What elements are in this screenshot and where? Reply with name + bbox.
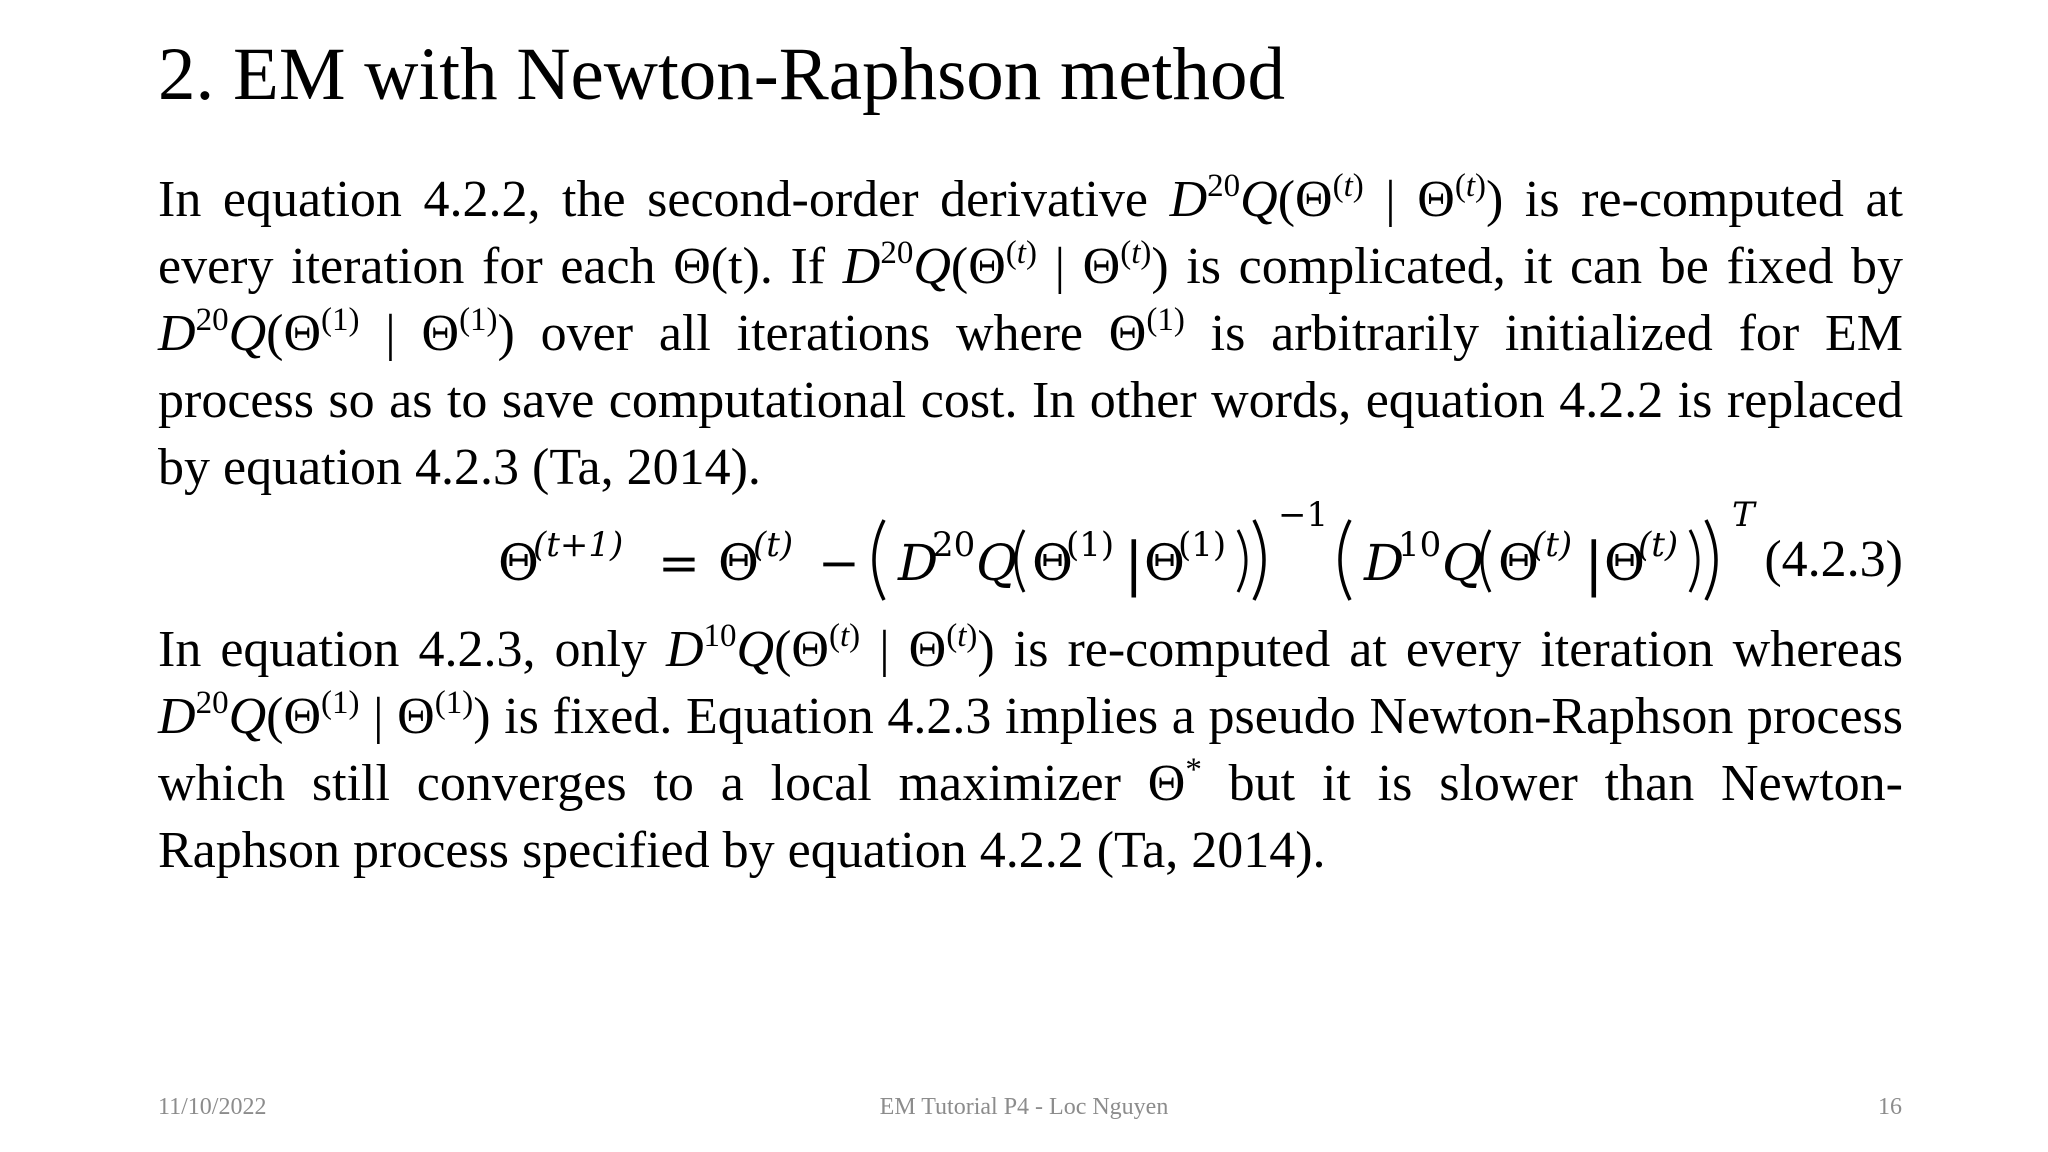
eq-theta-1b: Θ: [1144, 534, 1185, 592]
text-run: is complicated, it can be fixed by: [1168, 238, 1903, 295]
eq-theta-ta: Θ: [1498, 534, 1539, 592]
equation-4-2-3: [158, 496, 1903, 616]
eq-paren-close: [1238, 530, 1246, 592]
eq-d10-sup: 10: [1398, 525, 1442, 565]
inline-math-d20q-t: $D^{20}Q(\Theta^{(t)}$ | $\Theta^{(t)}$): [842, 235, 1169, 295]
text-run: is re-computed at every iteration for each Θ(t). If: [158, 171, 1903, 295]
eq-theta-1a-sup: (1): [1066, 525, 1115, 565]
inline-math-d20q-1: $D^{20}Q(\Theta^{(1)}$ | $\Theta^{(1)}$): [158, 685, 491, 745]
eq-sup-t-plus-1: (t+1): [533, 525, 624, 565]
paragraph-1: [158, 166, 1903, 501]
eq-theta-t: Θ: [718, 534, 759, 592]
inline-math-d20q-t: $D^{20}Q(\Theta^{(t)}$ | $\Theta^{(t)}$): [1169, 168, 1504, 228]
footer-date: 11/10/2022: [158, 1094, 267, 1120]
slide-title: 2. EM with Newton-Raphson method: [158, 33, 1285, 116]
eq-paren-close: [1690, 530, 1698, 592]
text-run: but it is slower than Newton-Raphson process specified by equation 4.2.2 (Ta, 2014).: [158, 755, 1903, 879]
text-run: is fixed. Equation 4.2.3 implies a pseudo Newton-Raphson process which still converges to a local maximizer: [158, 688, 1903, 812]
inline-math-theta-star: Θ*: [1147, 752, 1202, 812]
text-run: is arbitrarily initialized for EM process so as to save computational cost. In other words, equation 4.2.2 is replaced by equation 4.2.3 (Ta, 2014).: [158, 305, 1903, 496]
inline-math-d10q-t: $D^{10}Q(\Theta^{(t)}$ | $\Theta^{(t)}$): [665, 618, 995, 678]
text-run: In equation 4.2.2, the second-order derivative: [158, 171, 1170, 228]
eq-sup-t: (t): [753, 525, 794, 565]
eq-theta-1a: Θ: [1032, 534, 1073, 592]
eq-minus: −: [818, 534, 860, 592]
eq-inverse-sup: −1: [1278, 496, 1329, 535]
eq-big-paren-open: [874, 520, 884, 600]
eq-d10: D: [1364, 534, 1405, 592]
eq-d20: D: [898, 534, 939, 592]
eq-bar: |: [1584, 530, 1604, 598]
footer-title: EM Tutorial P4 - Loc Nguyen: [879, 1094, 1169, 1120]
equation-number: (4.2.3): [1764, 531, 1903, 588]
text-run: In equation 4.2.3, only: [158, 621, 666, 678]
eq-q: Q: [1442, 534, 1483, 592]
eq-paren-open: [1482, 530, 1490, 592]
eq-paren-open: [1016, 530, 1024, 592]
paragraph-2: [158, 616, 1903, 884]
eq-equals: =: [658, 534, 700, 592]
eq-theta-lhs: Θ: [498, 534, 539, 592]
footer-page-number: 16: [1878, 1094, 1902, 1120]
equation-formula: [328, 496, 1858, 616]
eq-theta-ta-sup: (t): [1532, 525, 1573, 565]
eq-q: Q: [976, 534, 1017, 592]
eq-big-paren-close: [1254, 520, 1264, 600]
eq-theta-tb-sup: (t): [1638, 525, 1679, 565]
text-run: is re-computed at every iteration whereas: [994, 621, 1903, 678]
eq-theta-tb: Θ: [1604, 534, 1645, 592]
eq-bar: |: [1124, 530, 1144, 598]
inline-math-theta-1: $\Theta^{(1)}$: [1108, 302, 1185, 362]
text-run: over all iterations where: [514, 305, 1109, 362]
inline-math-d20q-1: $D^{20}Q(\Theta^{(1)}$ | $\Theta^{(1)}$): [158, 302, 515, 362]
eq-transpose-sup: T: [1732, 496, 1755, 535]
eq-theta-1b-sup: (1): [1178, 525, 1227, 565]
eq-big-paren-close: [1706, 520, 1716, 600]
eq-d20-sup: 20: [932, 525, 976, 565]
eq-big-paren-open: [1340, 520, 1350, 600]
